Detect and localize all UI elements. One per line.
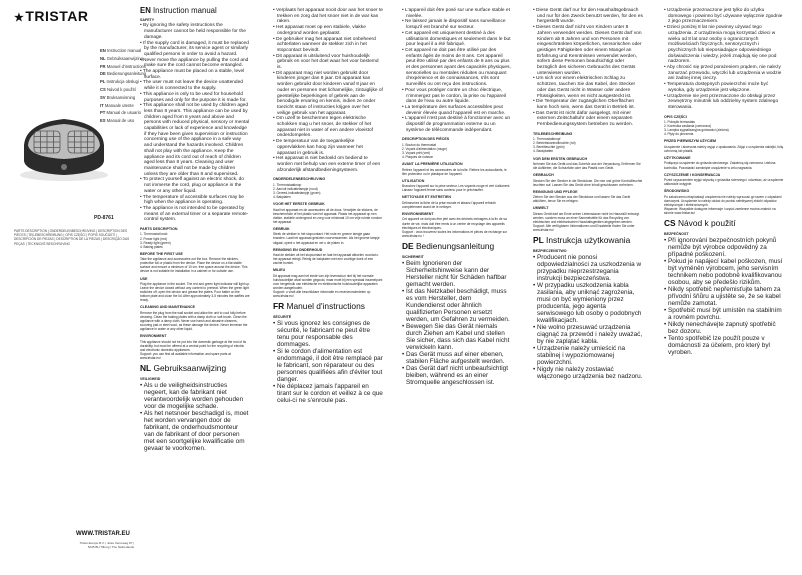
nl-safety-heading: VEILIGHEID	[140, 376, 161, 381]
list-item: • Das Gerät muss auf einer ebenen, stabilen Fläche aufgestellt werden.	[402, 350, 505, 365]
list-item: • Dit apparaat is uitsluitend voor huishoudelijk gebruik en voor het doel waar het voor bestemd is.	[273, 53, 379, 71]
pl-safety-list	[533, 254, 643, 380]
pl-use-heading: UŻYTKOWANIE	[664, 156, 691, 161]
fr-before-heading: AVANT LA PREMIÈRE UTILISATION	[402, 162, 463, 167]
list-item: • Dzieci poniżej 8 lat nie powinny używać tego urządzenia. Z urządzenia mogą korzystać dzieci w wieku od 8 lat oraz osoby o ograniczonych możliwościach fizycznych, sensorycznych i psychicznych lub nieposiadające odpowiedniego doświadczenia i wiedzy, jeżeli znajdują się one pod nadzorem.	[664, 25, 777, 65]
nl-env-heading: MILIEU	[273, 268, 286, 273]
nl-parts-list	[273, 183, 383, 199]
list-item: • Cet appareil est uniquement destiné à des utilisations domestiques et seulement dans le but pour lequel il a été fabriqué.	[402, 30, 511, 48]
en-use-heading: USE	[140, 276, 148, 281]
model-number: PD-8761	[94, 215, 114, 221]
waffle-maker-image	[14, 105, 114, 185]
nl-clean-heading: REINIGING EN ONDERHOUD	[273, 247, 323, 252]
fr-use-text: Branchez l'appareil sur la prise secteur. Les voyants rouge et vert s'allument. Laissez l'appareil fermé sans contenu pour le préchauffer.	[402, 184, 511, 193]
column-fr	[402, 8, 512, 386]
fr-parts-list	[402, 143, 512, 159]
list-item: • La température des surfaces accessibles peut devenir élevée quand l'appareil est en marche.	[402, 104, 506, 116]
fr-safety-list	[273, 320, 383, 404]
de-env-text: Dieses Gerät darf am Ende seiner Lebensdauer nicht im Hausmüll entsorgt werden, sondern muss an einer Sammelstelle für das Recycling von elektrischen und elektronischen Haushaltsgeräten abgegeben werden.	[533, 211, 640, 224]
nl-use-heading: GEBRUIK	[273, 226, 290, 231]
en-clean-heading: CLEANING AND MAINTENANCE	[140, 305, 195, 310]
list-item: • Das Gerät ist nicht dafür ausgelegt, mit einer externen Zeitschaltuhr oder einem separaten Fernbedienungssystem betrieben zu werden.	[533, 110, 633, 128]
list-item: • Dit apparaat mag niet worden gebruikt door kinderen jonger dan 8 jaar. Dit apparaat kan worden gebruikt door kinderen vanaf 8 jaar en ouder en personen met lichamelijke, zintuiglijke of geestelijke beperkingen of gebrek aan de benodigde ervaring en kennis, indien ze onder toezicht staan of instructies krijgen over het veilige gebruik van het apparaat.	[273, 70, 383, 116]
list-item: • This appliance shall not be used by children aged less than 8 years. This appliance can be used by children aged from 8 years and above and persons with reduced physical, sensory or mental capabilities or lack of experience and knowledge if they have been given supervision or instruction concerning use of the appliance in a safe way and understand the hazards involved. Children shall not play with the appliance. Keep the appliance and its cord out of reach of children aged less than 8 years. Cleaning and user maintenance shall not be made by children unless they are older than 8 and supervised.	[140, 103, 250, 177]
fr-title: FR Manuel d'instructions	[273, 301, 365, 312]
de-support-text: Support: Alle verfügbaren Informationen und Ersatzteile finden Sie unter www.tristar.eu!	[533, 224, 635, 233]
list-item: • Si vous ignorez les consignes de sécurité, le fabricant ne peut être tenu pour responsable des dommages.	[273, 320, 371, 349]
list-item: • Dieses Gerät darf nicht von Kindern unter 8 Jahren verwendet werden. Dieses Gerät darf von Kindern ab 8 Jahren und von Personen mit eingeschränkten körperlichen, sensorischen oder geistigen Fähigkeiten oder einem Mangel an Erfahrung und Kenntnissen verwendet werden, sofern diese Personen beaufsichtigt oder bezüglich des sicheren Gebrauchs des Geräts unterwiesen wurden.	[533, 25, 642, 76]
list-item: 2. Aan/uit indicatielampje (rood)	[273, 186, 318, 191]
list-item: 4. Backplatten	[533, 149, 554, 154]
de-before-text: Nehmen Sie das Gerät und das Zubehör aus der Verpackung. Entfernen Sie die Aufkleber, die Schutzfolie oder das Plastik vom Gerät.	[533, 161, 641, 171]
en-env-text: This appliance should not be put into the domestic garbage at the end of its durability, but must be offered at a central point for the recycling of electric and electronic domestic appliances.	[140, 339, 247, 352]
pl-use-text: Podłączyć urządzenie do gniazda sieciowego. Zaświecą się czerwona i zielona kontrolka. Pozostawić zamknięte urządzenie w celu nagrzania.	[664, 161, 776, 170]
list-item: • Nie wolno przesuwać urządzenia ciągnąć za przewód i należy uważać, by nie zaplątać kabla.	[533, 324, 643, 346]
language-item: ES Manual de uso	[100, 118, 135, 124]
fr-safety-heading: SÉCURITÉ	[273, 314, 292, 319]
list-item: • Never move the appliance by pulling the cord and make sure the cord cannot become entangled.	[140, 57, 249, 69]
list-item: • This appliance is only to be used for household purposes and only for the purpose it is made for.	[140, 91, 247, 103]
list-item: • Nigdy nie należy zostawiać włączonego urządzenia bez nadzoru.	[533, 366, 643, 381]
language-item: PT Manual de usuario	[100, 110, 141, 116]
list-item: • L'appareil n'est pas destiné à fonctionner avec un dispositif de programmation externe ou un système de télécommande indépendant.	[402, 116, 511, 133]
list-item: 1. Thermostatknopf	[533, 137, 561, 142]
list-item: • By ignoring the safety instructions the manufacturer cannot be held responsible for the damage.	[140, 23, 246, 40]
list-item: • Pour vous protéger contre un choc électrique, n'immergez pas le cordon, la prise ou l'appareil dans de l'eau ou autre liquide.	[402, 87, 506, 105]
de-parts-heading: TEILEBESCHREIBUNG	[533, 131, 573, 136]
en-before-text: Take the appliance and accessories out the box. Remove the stickers, protective foil or plastic from the device. Place the device on a flat stable surface and ensure a minimum of 10 cm. free space around the device. This device is not suitable for installation in a cabinet or for outside use.	[140, 257, 248, 274]
brand-logo	[14, 8, 89, 24]
language-item: FR Manuel d'instructions	[100, 63, 146, 69]
cs-safety-heading: BEZPEČNOST	[664, 231, 689, 236]
list-item: 2. Betriebskontrollleuchte (rot)	[533, 141, 576, 146]
de-parts-list	[533, 137, 643, 153]
list-item: 4. Plaques de cuisson	[402, 155, 434, 160]
language-item: EN Instruction manual	[100, 48, 142, 53]
list-item: • Om uzelf te beschermen tegen elektrische schokken mag u het snoer, de stekker of het apparaat niet in water of een andere vloeistof onderdompelen.	[273, 116, 374, 139]
list-item: 3. Lampka sygnalizacyjna gotowości (zielona)	[664, 128, 729, 133]
de-safety-list	[402, 260, 512, 386]
list-item: • Nikdy nenechávejte zapnutý spotřebič bez dozoru.	[664, 321, 776, 336]
nl-env-text: Dit apparaat mag aan het einde van zijn levensduur niet bij het normale huishoudelijke afval worden gegooid, maar moet bij een speciaal inzamelpunt voor hergebruik van elektrische en elektronische huishoudelijke apparaten worden aangeboden.	[273, 273, 383, 291]
list-item: • Producent nie ponosi odpowiedzialności za uszkodzenia w przypadku nieprzestrzegania instrukcji bezpieczeństwa.	[533, 254, 642, 283]
nl-safety-list	[140, 382, 250, 452]
list-item: • Temperatura dostępnych powierzchni może być wysoka, gdy urządzenie jest włączone.	[664, 82, 769, 93]
list-item: 3. Bereitleuchte (grün)	[533, 145, 565, 150]
pl-clean-text: Przed czyszczeniem wyjąć wtyczkę z gniazdka ściennego i odczekać, aż urządzenie całkowicie ostygnie.	[664, 178, 784, 187]
de-use-text: Stecken Sie den Stecker in die Steckdose. Die rote und grüne Kontrollleuchte leuchten auf. Lassen Sie das Gerät ohne Inhalt geschlossen vorheizen.	[533, 178, 643, 187]
en-before-heading: BEFORE THE FIRST USE	[140, 251, 183, 256]
en-parts-list	[140, 232, 250, 248]
en-support-text: Support: you can find all available information and spare parts at www.tristar.eu!	[140, 352, 231, 361]
list-item: • Beim Ignorieren der Sicherheitshinweise kann der Hersteller nicht für Schäden haftbar gemacht werden.	[402, 259, 507, 288]
language-item: NL Gebruiksaanwijzing	[100, 55, 144, 61]
column-en	[140, 6, 250, 452]
list-item: • Bewegen Sie das Gerät niemals durch Ziehen am Kabel und stellen Sie sicher, dass sich das Kabel nicht verwickeln kann.	[402, 322, 510, 351]
list-item: 1. Bouton du thermostat	[402, 142, 437, 147]
list-item: 4. Płyty do pieczenia	[664, 132, 694, 137]
list-item: • Ne laissez jamais le dispositif sans surveillance lorsqu'il est branché sur secteur.	[402, 19, 506, 31]
fr-use-heading: UTILISATION	[402, 178, 425, 183]
list-item: • Si le cordon d'alimentation est endommagé, il doit être remplacé par le fabricant, son réparateur ou des personnes qualifiées afin d'éviter tout danger.	[273, 348, 383, 384]
company-address: Tristar Europe B.V. | Jules Verneweg 87 | 5015 BH Tilburg | The Netherlands	[79, 541, 134, 549]
list-item: 3. Voyant prêt (vert)	[402, 151, 430, 156]
list-item: • Als het netsnoer beschadigd is, moet het worden vervangen door de fabrikant, de onderhoudsmonteur van de fabrikant of door personen met een soortgelijke kwalificatie om gevaar te voorkomen.	[140, 410, 249, 453]
nl-use-text: Steek de stekker in het stopcontact. Het rode en groene lampje gaan branden. Laat het apparaat gesloten voorverwarmen. Als het groene lampje uitgaat, opent u het apparaat en vet u de platen in.	[273, 232, 380, 245]
cs-safety-list	[664, 237, 786, 356]
list-item: 4. Bakplaten	[273, 195, 291, 200]
language-item: DE Bedienungsanleitung	[100, 71, 147, 77]
list-item: • If the supply cord is damaged, it must be replaced by the manufacturer, its service agent or similarly qualified persons in order to avoid a hazard.	[140, 40, 249, 57]
list-item: 1. Thermostat knob	[140, 232, 168, 237]
de-clean-heading: REINIGUNG UND PFLEGE	[533, 189, 578, 194]
list-item: • Při ignorování bezpečnostních pokynů nemůže být výrobce odpovědný za případné poškození.	[664, 237, 777, 259]
de-env-heading: UMWELT	[533, 206, 549, 211]
de-title: DE Bedienungsanleitung	[402, 240, 495, 251]
list-item: • Pokud je napájecí kabel poškozen, musí být vyměněn výrobcem, jeho servisním technikem nebo podobně kvalifikovanou osobou, aby se předešlo rizikům.	[664, 258, 783, 287]
list-item: • The appliance is not intended to be operated by means of an external timer or a separate remote-control system.	[140, 205, 249, 223]
star-icon: ★	[14, 12, 25, 24]
en-safety-list	[140, 23, 250, 223]
list-item: • The appliance must be placed on a stable, level surface.	[140, 69, 245, 80]
list-item: • Verplaats het apparaat nooit door aan het snoer te trekken en zorg dat het snoer niet in de war kan raken.	[273, 8, 383, 25]
list-item: • Diese Gerät darf nur für den Haushaltsgebrauch und nur für den Zweck benutzt werden, für den es hergestellt wurde.	[533, 8, 643, 25]
column-nl	[273, 8, 383, 404]
list-item: • Urządzenie należy umieścić na stabilnej i wypoziomowanej powierzchni.	[533, 345, 626, 367]
fr-support-text: Support : vous trouverez toutes les informations et pièces de rechange sur www.tristar.eu !	[402, 229, 508, 238]
list-item: 2. Power light (red)	[140, 236, 167, 241]
pl-env-text: Po zakończeniu eksploatacji urządzenia nie należy wyrzucać go razem z odpadami domowymi. Urządzenie to należy oddać do punktu selektywnej zbiórki odpadów elektrycznych i elektronicznych.	[664, 194, 782, 207]
list-item: • Aby chronić się przed porażeniem prądem, nie należy zanurzać przewodu, wtyczki lub urządzenia w wodzie ani żadnej innej cieczy.	[664, 65, 782, 82]
list-item: 1. Thermostaatknop	[273, 182, 302, 187]
pl-before-text: Urządzenie i akcesoria należy wyjąć z opakowania. Zdjąć z urządzenia naklejki, folię ochronną lub plastik.	[664, 144, 784, 153]
nl-before-text: Haal het apparaat en de accessoires uit de doos. Verwijder de stickers, de beschermfolie of het plastic van het apparaat. Plaats het apparaat op een vlakke, stabiele ondergrond en zorg voor minimaal 10 cm vrije ruimte rondom het apparaat.	[273, 207, 382, 224]
en-title: EN Instruction manual	[140, 6, 217, 15]
nl-parts-heading: ONDERDELENBESCHRIJVING	[273, 177, 326, 182]
pl-safety-list-cont	[664, 8, 786, 111]
en-safety-heading: SAFETY	[140, 18, 155, 22]
list-item: • De gebruiker mag het apparaat niet onbeheerd achterlaten wanneer de stekker zich in het stopcontact bevindt.	[273, 36, 376, 53]
list-item: 1. Pokrętło termostatu	[664, 120, 696, 125]
fr-env-heading: ENVIRONNEMENT	[402, 212, 434, 217]
list-item: • Nikdy spotřebič nepřemisťujte tahem za přívodní šňůru a ujistěte se, že se kabel nemůže zamotat.	[664, 286, 781, 308]
list-item: • Het apparaat moet op een stabiele, vlakke ondergrond worden geplaatst.	[273, 25, 366, 36]
fr-env-text: Cet appareil ne doit pas être jeté avec les déchets ménagers à la fin de sa durée de vie, mais doit être remis à un centre de recyclage des appareils électriques et électroniques.	[402, 217, 507, 230]
parts-description-header: PARTS DESCRIPTION | ONDERDELENBESCHRIJVING | DESCRIPTION DES PIÈCES | TEILEBESCHREIBUNG | OPIS CZĘŚCI | POPIS SOUČÁSTÍ | DESCRIPCIÓN DE PIEZAS | DESCRIPTION DE LA PIEZAS | DESCRIÇÃO DAS PEÇAS | TECKNICKÉ BESCHRIJVING	[14, 229, 130, 246]
en-parts-heading: PARTS DESCRIPTION	[140, 227, 178, 232]
list-item: • W przypadku uszkodzenia kabla zasilania, aby uniknąć zagrożenia, musi on być wymieniony przez producenta, jego agenta serwisowego lub osoby o podobnych kwalifikacjach.	[533, 282, 642, 325]
list-item: • Spotřebič musí být umístěn na stabilním a rovném povrchu.	[664, 307, 782, 322]
nl-safety-list-cont	[273, 8, 383, 173]
nl-support-text: Support: u vindt alle beschikbare informatie en reserveonderdelen op www.tristar.eu!	[273, 290, 371, 299]
list-item: 4. Baking plates	[140, 244, 163, 249]
list-item: • Ist das Netzkabel beschädigt, muss es vom Hersteller, dem Kundendienst oder ähnlich qualifizierten Personen ersetzt werden, um Gefahren zu vermeiden.	[402, 287, 510, 323]
list-item: 2. Kontrolka zasilania (czerwona)	[664, 124, 711, 129]
list-item: • De temperatuur van de toegankelijke oppervlakken kan hoog zijn wanneer het apparaat in gebruik is.	[273, 139, 363, 156]
en-use-text: Plug the appliance in the socket. The red and green light indicator will light up. Leave the device closed without any content to preheat. When the green light switches off, open the device and grease the plates. Pour batter on the bottom plate and close the lid. After approximately 3-5 minutes the waffles are ready.	[140, 281, 250, 303]
list-item: • Als u de veiligheidsinstructies negeert, kan de fabrikant niet verantwoordelijk worden gehouden voor de mogelijke schade.	[140, 382, 244, 411]
pl-before-heading: PRZED PIERWSZYM UŻYCIEM	[664, 139, 717, 144]
column-pl	[664, 8, 786, 356]
list-item: • Cet appareil ne doit pas être utilisé par des enfants âgés de moins de 8 ans. Cet appareil peut être utilisé par des enfants de 8 ans ou plus et des personnes ayant des capacités physiques, sensorielles ou mentales réduites ou manquant d'expérience et de connaissances, s'ils sont surveillés ou ont reçu des instructions.	[402, 47, 511, 88]
list-item: • Ne déplacez jamais l'appareil en tirant sur le cordon et veillez à ce que celui-ci ne s'enroule pas.	[273, 383, 383, 405]
list-item: • Urządzenie przeznaczone jest tylko do użytku domowego i powinno być używane wyłącznie zgodnie z jego przeznaczeniem.	[664, 8, 783, 25]
list-item: • Het apparaat is niet bedoeld om bediend te worden met behulp van een externe timer of een afzonderlijk afstandbedieningsysteem.	[273, 156, 381, 173]
list-item: • L'appareil doit être posé sur une surface stable et nivelée.	[402, 8, 510, 19]
nl-before-heading: VOOR HET EERSTE GEBRUIK	[273, 202, 325, 207]
cs-title: CS Návod k použití	[664, 218, 736, 229]
fr-before-text: Retirez l'appareil et les accessoires de la boîte. Retirez les autocollants, le film protecteur ou le plastique de l'appareil.	[402, 167, 507, 176]
list-item: • Tento spotřebič lze použít pouze v domácnosti za účelem, pro který byl vyroben.	[664, 335, 770, 357]
list-item: • The user must not leave the device unattended while it is connected to the supply.	[140, 80, 243, 92]
pl-env-heading: ŚRODOWISKO	[664, 189, 690, 194]
column-de	[533, 8, 643, 380]
list-item: 3. Ready light (green)	[140, 240, 171, 245]
pl-parts-list	[664, 120, 786, 136]
de-safety-heading: SICHERHEIT	[402, 254, 424, 259]
list-item: • Die Temperatur der zugänglichen Oberflächen kann hoch sein, wenn das Gerät in Betrieb ist.	[533, 99, 635, 110]
brand-name: TRISTAR	[25, 8, 89, 24]
list-item: • Um sich vor einem elektrischen Schlag zu schützen, tauchen Sie das Kabel, den Stecker oder das Gerät nicht in Wasser oder andere Flüssigkeiten, wenn es nicht ausgesteckt ist.	[533, 76, 636, 99]
list-item: • To protect yourself against an electric shock, do not immerse the cord, plug or appliance in the water or any other liquid.	[140, 177, 244, 194]
language-item: PL Instrukcja obsługi	[100, 79, 139, 85]
language-item: SV Bruksanvisning	[100, 94, 136, 100]
list-item: • Das Gerät darf nicht unbeaufsichtigt bleiben, während es an einer Stromquelle angeschlossen ist.	[402, 364, 508, 386]
en-env-heading: ENVIRONMENT	[140, 334, 167, 339]
en-clean-text: Remove the plug from the wall socket and allow the unit to cool fully before cleaning. Clean the baking plates with a damp cloth or soft brush. Clean the appliance with a damp cloth. Never use harsh and abrasive cleaners, scouring pad or steel wool, as these damage the device. Never immerse the appliance in water or any other liquid.	[140, 310, 248, 332]
website-link[interactable]: WWW.TRISTAR.EU	[76, 531, 130, 537]
nl-clean-text: Haal de stekker uit het stopcontact en laat het apparaat afkoelen voordat u het apparaat reinigt. Reinig de bakplaten met een vochtige doek of een zachte borstel.	[273, 253, 379, 266]
pl-clean-heading: CZYSZCZENIE I KONSERWACJA	[664, 172, 721, 177]
de-before-heading: VOR DEM ERSTEN GEBRAUCH	[533, 156, 588, 161]
pl-support-text: Wsparcie: Wszystkie dostępne informacje i części zamienne można znaleźć na stronie www.tristar.eu!	[664, 206, 776, 215]
fr-clean-heading: NETTOYAGE ET ENTRETIEN	[402, 195, 451, 200]
nl-title: NL Gebruiksaanwijzing	[140, 363, 227, 374]
fr-parts-heading: DESCRIPTION DES PIÈCES	[402, 137, 450, 142]
language-item: IT Manuale utente	[100, 102, 134, 108]
de-safety-list-cont	[533, 8, 643, 128]
language-item: CS Návod k použití	[100, 86, 136, 92]
list-item: 2. Voyant d'alimentation (rouge)	[402, 146, 447, 151]
fr-safety-list-cont	[402, 8, 512, 133]
pl-safety-heading: BEZPIECZEŃSTWO	[533, 248, 567, 253]
list-item: • Urządzenie nie jest przeznaczone do obsługi przez zewnętrzny minutnik lub oddzielny system zdalnego sterowania.	[664, 93, 779, 110]
pl-parts-heading: OPIS CZĘŚCI	[664, 114, 687, 119]
de-clean-text: Ziehen Sie den Stecker aus der Steckdose und lassen Sie das Gerät abkühlen, bevor Sie es reinigen.	[533, 195, 631, 204]
list-item: 3. Gereed-indicatielampje (groen)	[273, 190, 321, 195]
fr-clean-text: Débranchez la fiche de la prise murale et laissez l'appareil refroidir complètement avant de le nettoyer.	[402, 200, 496, 209]
pl-title: PL Instrukcja użytkowania	[533, 235, 631, 246]
de-use-heading: GEBRAUCH	[533, 173, 554, 178]
list-item: • The temperature of accessible surfaces may be high when the appliance is operating.	[140, 194, 244, 206]
